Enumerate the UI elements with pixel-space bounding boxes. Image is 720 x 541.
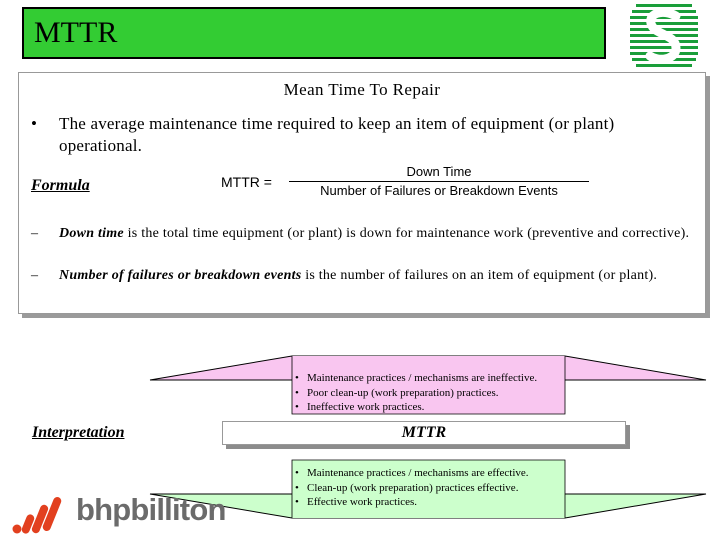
bhp-billiton-logo [10,494,230,536]
callout-item: • Clean-up (work preparation) practices effective. [295,481,529,496]
brand-name: bhpbilliton [76,492,226,527]
formula-numerator: Down Time [406,164,472,179]
interpretation-label: Interpretation [32,424,125,441]
dash-marker: – [31,226,38,241]
callout-item: • Maintenance practices / mechanisms are effective. [295,466,529,481]
high-mttr-callout [295,371,537,415]
bhp-mark-icon [10,494,74,536]
callout-item: • Ineffective work practices. [295,400,537,415]
formula-lhs: MTTR = [221,174,272,190]
callout-item: • Effective work practices. [295,495,529,510]
callout-item: • Poor clean-up (work preparation) practices. [295,386,537,401]
term-down-time-description: is the total time equipment (or plant) is down for maintenance work (preventive and corrective). [123,226,690,241]
slide-title: MTTR [34,16,118,49]
low-mttr-callout [295,466,529,510]
formula-label: Formula [31,177,90,194]
box-title: Mean Time To Repair [283,80,441,99]
term-failures: Number of failures or breakdown events [59,268,302,283]
callout-item: • Maintenance practices / mechanisms are ineffective. [295,371,537,386]
dash-marker: – [31,268,38,283]
bullet-dot: • [31,114,37,133]
formula-denominator: Number of Failures or Breakdown Events [320,183,558,198]
term-down-time: Down time [59,226,124,241]
term-failures-description: is the number of failures on an item of equipment (or plant). [301,268,658,283]
mttr-center-bar: MTTR [222,421,626,445]
definition-text: The average maintenance time required to keep an item of equipment (or plant) operational. [59,114,615,155]
